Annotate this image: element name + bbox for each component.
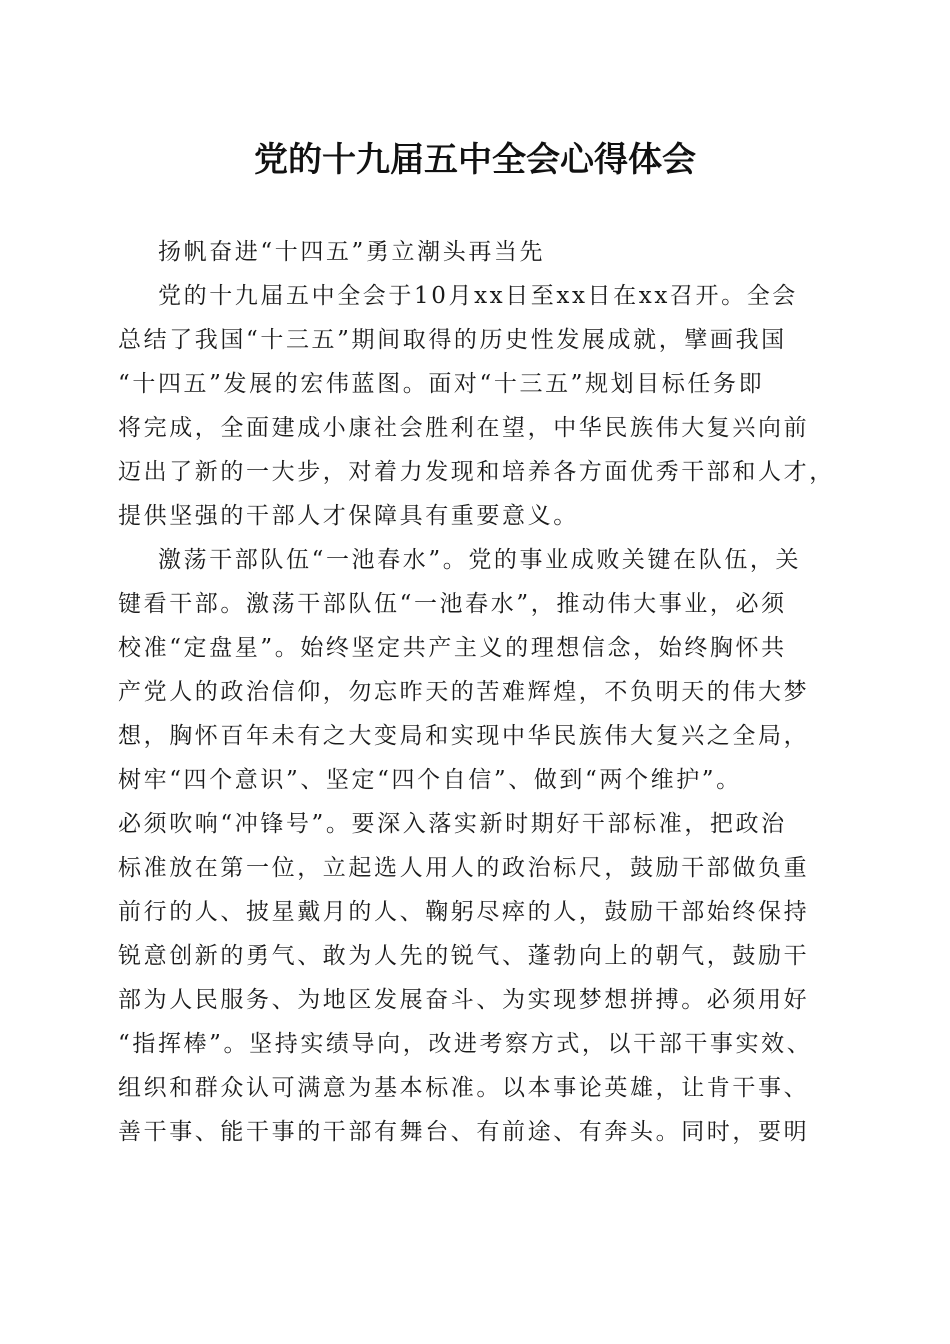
paragraph-line: 想，胸怀百年未有之大变局和实现中华民族伟大复兴之全局， (118, 723, 810, 749)
paragraph-line: 前行的人、披星戴月的人、鞠躬尽瘁的人，鼓励干部始终保持 (118, 899, 810, 925)
paragraph-line: 总结了我国“十三五”期间取得的历史性发展成就，擘画我国 (118, 327, 787, 353)
paragraph-line: 产党人的政治信仰，勿忘昨天的苦难辉煌，不负明天的伟大梦 (118, 679, 810, 705)
paragraph-line: 将完成，全面建成小康社会胜利在望，中华民族伟大复兴向前 (118, 415, 810, 441)
paragraph-line: 部为人民服务、为地区发展奋斗、为实现梦想拼搏。必须用好 (118, 987, 810, 1013)
paragraph-line: 组织和群众认可满意为基本标准。以本事论英雄，让肯干事、 (118, 1075, 810, 1101)
paragraph-line: 树牢“四个意识”、坚定“四个自信”、做到“两个维护”。 (118, 767, 742, 793)
paragraph-line: 锐意创新的勇气、敢为人先的锐气、蓬勃向上的朝气，鼓励干 (118, 943, 810, 969)
paragraph-line: 必须吹响“冲锋号”。要深入落实新时期好干部标准，把政治 (118, 811, 787, 837)
paragraph-line: “指挥棒”。坚持实绩导向，改进考察方式，以干部干事实效、 (118, 1031, 813, 1057)
paragraph-line: 善干事、能干事的干部有舞台、有前途、有奔头。同时，要明 (118, 1119, 810, 1145)
paragraph-line: “十四五”发展的宏伟蓝图。面对“十三五”规划目标任务即 (118, 371, 765, 397)
paragraph-line: 迈出了新的一大步，对着力发现和培养各方面优秀干部和人才， (118, 459, 835, 485)
document-title: 党的十九届五中全会心得体会 (254, 140, 696, 180)
paragraph-line: 校准“定盘星”。始终坚定共产主义的理想信念，始终胸怀共 (118, 635, 787, 661)
paragraph-line: 党的十九届五中全会于10月xx日至xx日在xx召开。全会 (158, 283, 798, 309)
document-body (118, 230, 838, 1154)
paragraph-line: 键看干部。激荡干部队伍“一池春水”，推动伟大事业，必须 (118, 591, 787, 617)
paragraph-line: 标准放在第一位，立起选人用人的政治标尺，鼓励干部做负重 (118, 855, 810, 881)
paragraph-line: 提供坚强的干部人才保障具有重要意义。 (118, 503, 579, 529)
subtitle-line: 扬帆奋进“十四五”勇立潮头再当先 (158, 239, 546, 265)
paragraph-line: 激荡干部队伍“一池春水”。党的事业成败关键在队伍，关 (158, 547, 802, 573)
